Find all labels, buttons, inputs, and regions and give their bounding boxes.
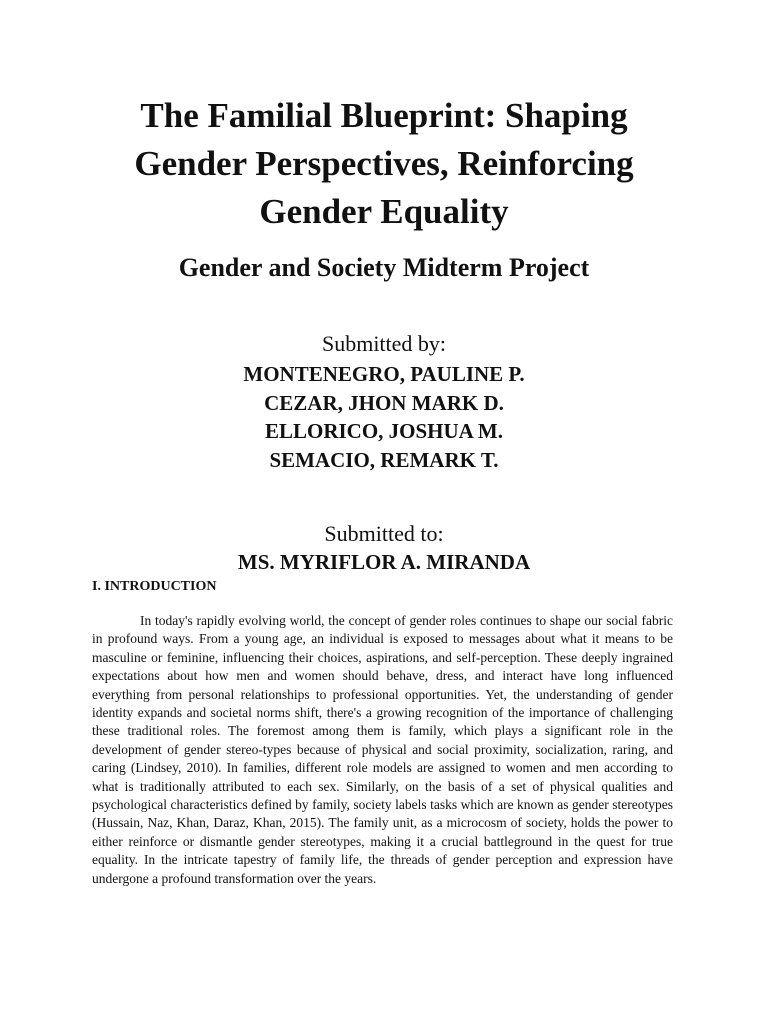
section-heading: I. INTRODUCTION: [92, 579, 217, 594]
document-subtitle: Gender and Society Midterm Project: [178, 253, 590, 282]
document-title: The Familial Blueprint: Shaping Gender Perspectives, Reinforcing Gender Equality: [134, 96, 634, 231]
author-name: ELLORICO, JOSHUA M.: [264, 419, 504, 443]
introduction-paragraph: In today's rapidly evolving world, the concept of gender roles continues to shape our social fabric in profound ways. From a young age, an individual is exposed to messages about what it means to be masculine or feminine, influencing their choices, aspirations, and self-perception. These deeply ingrained expectations about how men and women should behave, dress, and interact have long influenced everything from personal relationships to professional opportunities. Yet, the understanding of gender identity expands and societal norms shift, there's a growing recognition of the importance of challenging these traditional roles. The foremost among them is family, which plays a significant role in the development of gender stereo-types because of physical and social proximity, socialization, raring, and caring (Lindsey, 2010). In families, different role models are assigned to women and men according to what is traditionally attributed to each sex. Similarly, on the basis of a set of physical qualities and psychological characteristics defined by family, society labels tasks which are known as gender stereotypes (Hussain, Naz, Khan, Daraz, Khan, 2015). The family unit, as a microcosm of society, holds the power to either reinforce or dismantle gender stereotypes, making it a crucial battleground in the quest for true equality. In the intricate tapestry of family life, the threads of gender perception and expression have undergone a profound transformation over the years.: [92, 613, 673, 886]
author-list: [84, 360, 684, 474]
author-name: MONTENEGRO, PAULINE P.: [243, 362, 525, 386]
instructor-name: MS. MYRIFLOR A. MIRANDA: [237, 550, 531, 574]
author-name: CEZAR, JHON MARK D.: [264, 390, 504, 415]
submitted-by-label: Submitted by:: [321, 331, 447, 356]
author-name: SEMACIO, REMARK T.: [269, 447, 499, 472]
submitted-to-label: Submitted to:: [324, 521, 444, 546]
